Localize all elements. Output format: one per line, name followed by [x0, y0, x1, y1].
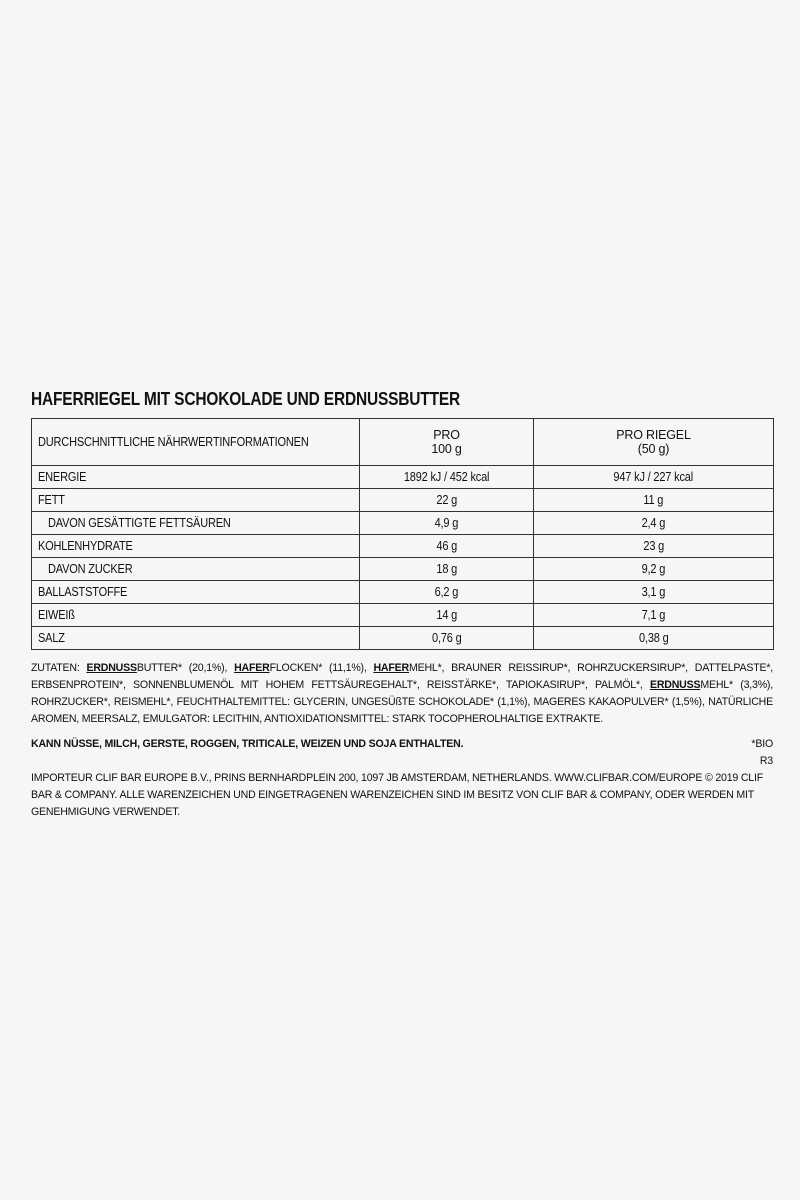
row-label: ENERGIE: [32, 466, 360, 489]
row-per-bar: 9,2 g: [534, 558, 774, 581]
row-per-100g: 22 g: [360, 489, 534, 512]
ingredients-part: MEHL*, BRAUNER REISSIRUP*, ROHRZUCKERSIRUP*, DATTELPASTE*, ERBSENPROTEIN*, SONNENBLUMENÖL MIT HOHEM FETTSÄUREGEHALT*, REISSTÄRKE*, TAPIOKASIRUP*, PALMÖL*,: [31, 662, 774, 691]
header-per-bar-line1: PRO RIEGEL: [616, 428, 691, 442]
header-per-100g-line2: 100 g: [431, 442, 462, 456]
table-row: [32, 581, 774, 604]
row-per-100g: 0,76 g: [360, 627, 534, 650]
row-per-bar: 947 kJ / 227 kcal: [534, 466, 774, 489]
row-per-bar: 2,4 g: [534, 512, 774, 535]
row-per-bar: 7,1 g: [534, 604, 774, 627]
header-per-100g: [360, 419, 534, 466]
ingredients-part: FLOCKEN* (11,1%),: [269, 662, 374, 674]
table-row: [32, 535, 774, 558]
header-per-bar-line2: (50 g): [637, 442, 670, 456]
table-row: [32, 512, 774, 535]
row-label: BALLASTSTOFFE: [32, 581, 360, 604]
table-row: [32, 489, 774, 512]
bio-note: *BIO: [751, 738, 773, 750]
importer-text: IMPORTEUR CLIF BAR EUROPE B.V., PRINS BERNHARDPLEIN 200, 1097 JB AMSTERDAM, NETHERLANDS. WWW.CLIFBAR.COM/EUROPE © 2019 CLIF BAR & COMPANY. ALLE WARENZEICHEN UND EINGETRAGENEN WARENZEICHEN SIND IM BESITZ VON CLIF BAR & COMPANY, ODER WERDEN MIT GENEHMIGUNG VERWENDET.: [31, 772, 764, 818]
row-per-100g: 46 g: [360, 535, 534, 558]
ingredients-part: MEHL* (3,3%), ROHRZUCKER*, REISMEHL*, FEUCHTHALTEMITTEL: GLYCERIN, UNGESÜßTE SCHOKOLADE* (1,1%), MAGERES KAKAOPULVER* (1,5%), NATÜRLICHE AROMEN, MEERSALZ, EMULGATOR: LECITHIN, ANTIOXIDATIONSMITTEL: STARK TOCOPHEROLHALTIGE EXTRAKTE.: [31, 679, 773, 725]
row-label: DAVON ZUCKER: [32, 558, 360, 581]
row-per-bar: 11 g: [534, 489, 774, 512]
row-per-bar: 3,1 g: [534, 581, 774, 604]
batch-code: R3: [759, 755, 773, 767]
ingredients-prefix: ZUTATEN:: [31, 662, 87, 674]
header-label: DURCHSCHNITTLICHE NÄHRWERTINFORMATIONEN: [32, 419, 360, 466]
row-label: SALZ: [32, 627, 360, 650]
ingredient-highlight: ERDNUSS: [86, 662, 137, 674]
header-per-bar: [534, 419, 774, 466]
table-row: [32, 604, 774, 627]
nutrition-table: [31, 418, 774, 650]
table-header-row: [32, 419, 774, 466]
allergen-row: [31, 736, 773, 770]
product-title: HAFERRIEGEL MIT SCHOKOLADE UND ERDNUSSBUTTER: [31, 389, 461, 409]
row-label: KOHLENHYDRATE: [32, 535, 360, 558]
row-label: DAVON GESÄTTIGTE FETTSÄUREN: [32, 512, 360, 535]
row-label: EIWEIß: [32, 604, 360, 627]
table-row: [32, 627, 774, 650]
row-per-bar: 23 g: [534, 535, 774, 558]
allergen-warning: KANN NÜSSE, MILCH, GERSTE, ROGGEN, TRITICALE, WEIZEN UND SOJA ENTHALTEN.: [31, 738, 464, 750]
ingredient-highlight: HAFER: [234, 662, 270, 674]
ingredient-highlight: ERDNUSS: [649, 679, 701, 691]
row-per-100g: 14 g: [360, 604, 534, 627]
ingredients-text: [31, 660, 773, 728]
row-per-100g: 18 g: [360, 558, 534, 581]
ingredient-highlight: HAFER: [373, 662, 409, 674]
row-per-100g: 6,2 g: [360, 581, 534, 604]
bio-note-block: [751, 736, 773, 770]
table-row: [32, 466, 774, 489]
row-per-100g: 4,9 g: [360, 512, 534, 535]
ingredients-part: BUTTER* (20,1%),: [136, 662, 235, 674]
nutrition-label: [31, 386, 773, 821]
header-per-100g-line1: PRO: [433, 428, 460, 442]
table-row: [32, 558, 774, 581]
row-label: FETT: [32, 489, 360, 512]
row-per-100g: 1892 kJ / 452 kcal: [360, 466, 534, 489]
row-per-bar: 0,38 g: [534, 627, 774, 650]
